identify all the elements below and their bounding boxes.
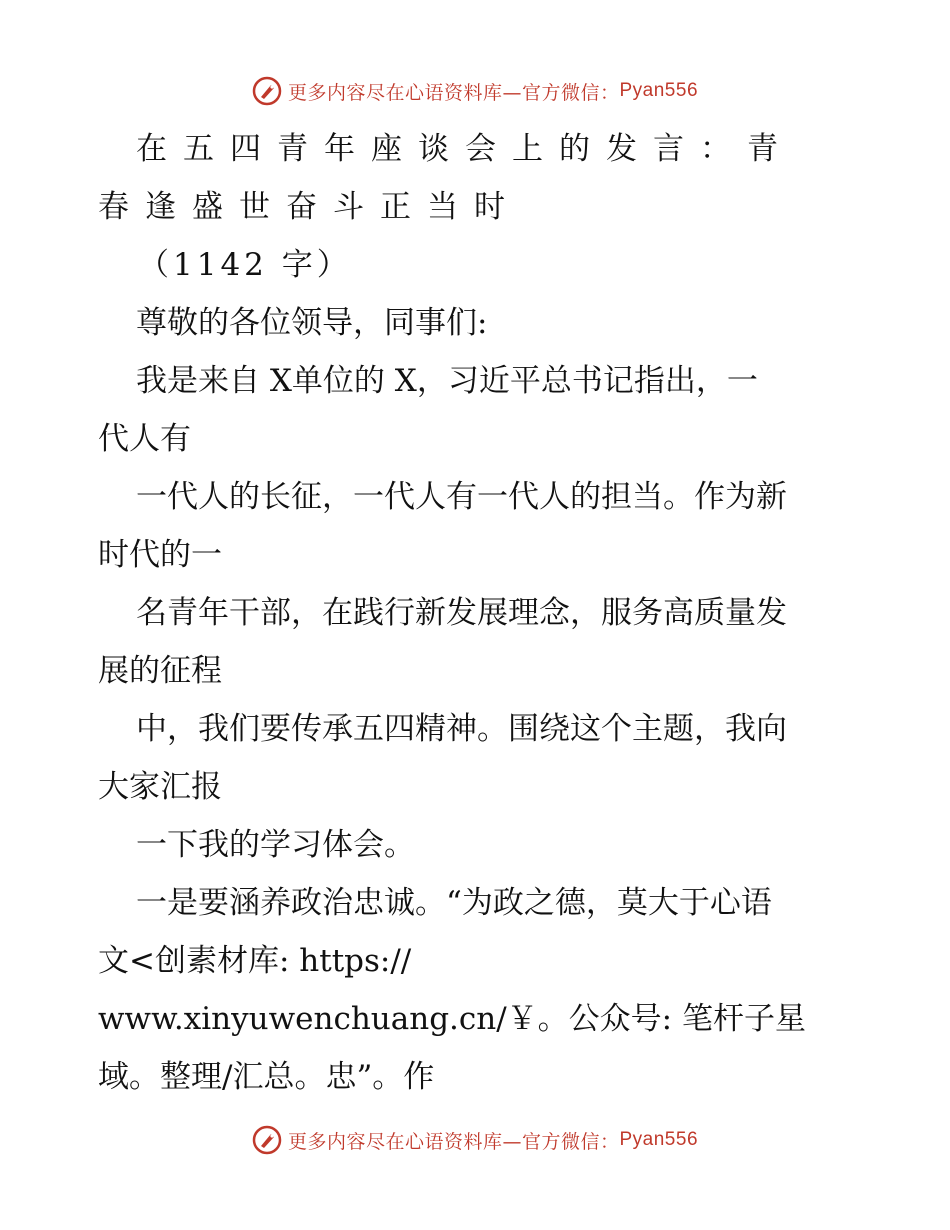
footer-banner bbox=[0, 1120, 950, 1160]
header-banner bbox=[0, 71, 950, 111]
document-title-line-1: 在五四青年座谈会上的发言：青 bbox=[136, 131, 794, 167]
text-line: 域。整理/汇总。忠”。作 bbox=[98, 1059, 435, 1095]
header-banner-text: 更多内容尽在心语资料库—官方微信： bbox=[287, 81, 620, 104]
text-line: www.xinyuwenchuang.cn/￥。公众号: 笔杆子星 bbox=[98, 1001, 806, 1037]
document-body bbox=[98, 120, 850, 1106]
text-line: 文<创素材库: https:// bbox=[98, 943, 412, 979]
text-line: 一代人的长征，一代人有一代人的担当。作为新 bbox=[136, 479, 787, 515]
document-title-line-2: 春逢盛世奋斗正当时 bbox=[98, 189, 521, 225]
pen-nib-circle-icon bbox=[252, 1125, 282, 1155]
text-line: 一是要涵养政治忠诚。“为政之德，莫大于心语 bbox=[136, 885, 772, 921]
text-line: 名青年干部，在践行新发展理念，服务高质量发 bbox=[136, 595, 787, 631]
text-line: 展的征程 bbox=[98, 653, 222, 689]
text-line: 中，我们要传承五四精神。围绕这个主题，我向 bbox=[136, 711, 787, 747]
text-line: 一下我的学习体会。 bbox=[136, 827, 415, 863]
footer-banner-text: 更多内容尽在心语资料库—官方微信： bbox=[287, 1130, 620, 1153]
text-line: 大家汇报 bbox=[98, 769, 222, 805]
text-line: 尊敬的各位领导，同事们: bbox=[136, 305, 488, 341]
header-banner-contact: Pyan556 bbox=[619, 80, 699, 101]
footer-banner-contact: Pyan556 bbox=[619, 1129, 699, 1150]
pen-nib-circle-icon bbox=[252, 76, 282, 106]
text-line: 代人有 bbox=[98, 421, 191, 457]
word-count: （1142 字） bbox=[138, 247, 352, 283]
text-line: 我是来自 X单位的 X，习近平总书记指出，一 bbox=[136, 363, 758, 399]
text-line: 时代的一 bbox=[98, 537, 222, 573]
